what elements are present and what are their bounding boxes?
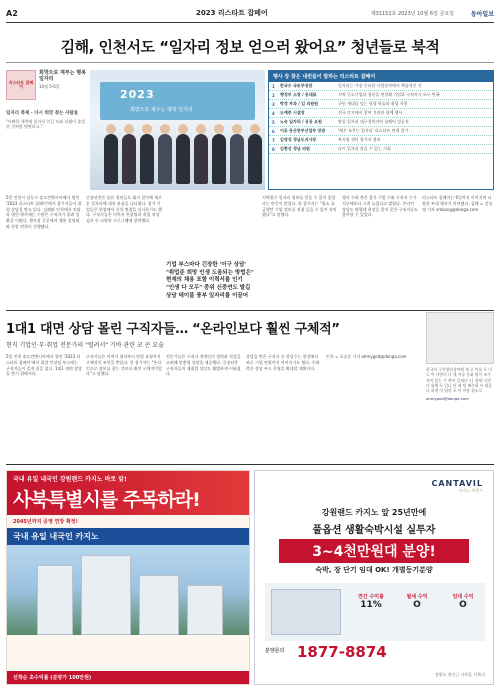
ad-right-price-banner: 3~4천만원대 분양! (279, 539, 469, 563)
guest-comments-title: 행사 장 찾은 내빈들이 말하는 리스타트 잡페어 (269, 71, 493, 82)
article2-column-4 (246, 354, 322, 374)
guest-comment-num: 6 (272, 128, 275, 134)
article-column-3 (262, 195, 338, 221)
event-badge-image: 리스타트 잡페어 (6, 70, 36, 100)
guest-comments-box (268, 70, 494, 190)
stage-banner-subtitle: 희망으로 채우는 행복 일자리 (130, 107, 193, 113)
feature-value: 11% (360, 600, 382, 610)
guest-comment-row (269, 100, 493, 109)
stage-banner-title: 2023 (120, 88, 155, 101)
ad-right-feature-box (265, 583, 485, 641)
feature-value: O (459, 600, 467, 610)
building-shape (81, 555, 131, 635)
article-paragraph: 구직자들은 이력서 첨삭부터 면접 요령까지 구체적인 조언을 받았다. 한 참가자는 "온라인으로 정보를 찾는 것보다 훨씬 구체적이었다"고 말했다. (86, 354, 162, 377)
main-headline: 김해, 인천서도 “일자리 정보 얻으러 왔어요” 청년들로 북적 (60, 38, 440, 56)
person-figure (122, 134, 136, 184)
guest-comment-desc: 복지형 센터 참가자 정보 (338, 137, 381, 142)
guest-comment-num: 5 (272, 119, 275, 125)
person-figure (230, 134, 244, 184)
guest-comment-row (269, 91, 493, 100)
section-title: 2023 리스타트 잡페어 (196, 9, 268, 17)
issue-meta: 제31152호 2023년 10월 6일 금요일 (370, 10, 454, 17)
event-badge-text (39, 70, 86, 100)
guest-comment-num: 1 (272, 83, 275, 89)
guest-comment-row (269, 145, 493, 154)
subhead: 상담 테이블 풍부 일자리를 이끌어 (166, 292, 249, 299)
article-paragraph: 전문가들은 구직자 개개인의 경력과 적성을 고려해 맞춤형 상담을 제공했다. 중장년층 구직자들의 재취업 상담도 활발하게 이뤄졌다. (166, 354, 241, 377)
ad-left-slogan: 국내 유일 내국인 카지노 (7, 528, 249, 545)
building-shape (37, 565, 73, 635)
guest-comment-num: 3 (272, 101, 275, 107)
ad-rule (6, 464, 494, 465)
ad-right-address: 강원도 정선군 사북읍 사북리 (434, 672, 485, 677)
second-headline: 1대1 대면 상담 몰린 구직자들… “온라인보다 훨씬 구체적” (6, 322, 340, 337)
guest-comment-desc: 국민 세대를 잇는 평생 학습과 취업 지원 (338, 101, 408, 106)
guest-comment-num: 8 (272, 146, 275, 152)
side-photo (426, 312, 494, 364)
guest-comment-row (269, 136, 493, 145)
guest-comment-name: 한국수 국토부장관 (280, 83, 313, 88)
ad-right-brand-sub: 카지노 특별시 (458, 488, 483, 493)
article-column-1 (6, 195, 82, 233)
person-figure (248, 134, 262, 184)
subhead: 현재의 채용 포함 이력서를 인기 (166, 277, 243, 284)
building-shape (187, 585, 223, 635)
ad-left-footer: 선착순 초수익률 (분양가 100만원) (7, 671, 249, 684)
guest-comment-row (269, 109, 493, 118)
guest-comment-desc: 전국 각지에서 참여 기관과 함께 행사 (338, 110, 403, 115)
guest-comment-desc: '배우 조우는 입자리' 리스타트 연계 참가 (338, 128, 409, 133)
ad-left-tagline: 국내 유일 내국인 강원랜드 카지노 바로 앞! (13, 476, 127, 483)
casino-ad-left[interactable] (6, 470, 250, 685)
feature-key: 임대 수익 (452, 594, 474, 600)
left-caption: 일자리 축제 - 다시 희망 찾는 사람들 (6, 111, 79, 116)
guest-comment-row (269, 118, 493, 127)
ad-left-header (7, 471, 249, 515)
article2-column-1 (6, 354, 82, 380)
subhead: 기업 부스마다 긴장한 '이구 상담' (166, 262, 247, 268)
headline-rule (6, 62, 494, 63)
page-number: A2 (6, 8, 18, 18)
guest-comment-name: 박정 부과 / 김 의원원 (280, 101, 318, 106)
guest-comment-num: 2 (272, 92, 275, 98)
second-subheadline: 현직 기업인·부·취업 전문가의 "털려서" 기바 관련 코 콘 요술 (6, 342, 164, 349)
article-paragraph: 행사 주최 측은 참가 기업 수와 구직자 수가 지난해보다 크게 늘었다고 밝혔다. 온라인 상담도 병행돼 현장을 찾지 못한 구직자들도 참여할 수 있었다. (342, 195, 418, 218)
person-figure (194, 134, 208, 184)
ad-left-big-title: 사북특별시를 주목하라! (13, 489, 200, 511)
ad-left-line: 2045년까지 공영 연장 확정! (13, 519, 78, 525)
side-column (426, 312, 494, 401)
article-column-5 (422, 195, 494, 215)
left-column (6, 70, 86, 130)
person-figure (212, 134, 226, 184)
ad-right-feature (395, 593, 439, 610)
event-badge-title: 희망으로 재부는 행복 일자리 (39, 70, 86, 82)
ad-right-brand-name: CANTAVIL (431, 479, 483, 488)
person-figure (176, 134, 190, 184)
ad-right-room-image (271, 589, 341, 635)
article-paragraph: 중장년층은 물론 청년들도 대거 참가해 새로운 일자리에 대한 관심을 나타냈다. 참가 기업들은 현장에서 즉석 면접을 실시하기도 했다. 구직자들은 이력서 컨설팅과 직업 적성 검사 등 다양한 프로그램에 참여했다. (86, 195, 162, 224)
article2-column-5 (326, 354, 416, 363)
ad-right-phone-number[interactable]: 1877-8874 (297, 643, 387, 661)
guest-comment-desc: 일자리는 가장 중요한 사업분야에서 핵심적인 것 (338, 83, 422, 88)
article-column-4 (342, 195, 418, 221)
building-shape (139, 575, 179, 635)
article-paragraph: 5일 인천시 남동구 송도컨벤시아에서 열린 '2023 리스타트 잡페어'에서 참가자들이 취업 상담을 받고 있다. 김해와 인천에서 잇따라 열린 행사에는 수많은 구직자가 몰려 성황을 이뤘다. 행사장 곳곳에서 채용 설명회와 현장 면접이 진행됐다. (6, 195, 82, 229)
article-subheads (166, 262, 256, 300)
guest-comment-desc: 다시 일자리 찾을 수 있는 기회 (338, 146, 391, 151)
subhead: "취업준 희망 인생 도움되는 방법은" (166, 269, 254, 276)
person-figure (140, 134, 154, 184)
header-rule (6, 22, 494, 23)
event-photo (90, 70, 265, 190)
ad-right-line-1: 강원랜드 카지노 앞 25년만에 (321, 508, 427, 517)
person-figure (158, 134, 172, 184)
article2-column-3 (166, 354, 242, 380)
ad-right-feature (349, 593, 393, 610)
person-figure (104, 134, 118, 184)
feature-value: O (413, 600, 421, 610)
ad-left-building-image (7, 545, 249, 635)
section-rule (6, 310, 494, 311)
newspaper-logo: 동아일보 (470, 10, 494, 18)
article-paragraph: 인천 = 오승준 기자 ohmygod@donga.com (326, 354, 407, 359)
guest-comment-desc: 양질 일자리 대구경북지역 잡페어 성공적 (338, 119, 409, 124)
guest-comment-name: 김현성 경남 의원 (280, 146, 310, 151)
guest-comment-row (269, 127, 493, 136)
ad-right-feature (441, 593, 485, 610)
guest-comment-num: 4 (272, 110, 275, 116)
ad-right-brand (431, 479, 483, 494)
page-header (6, 6, 494, 20)
article2-column-2 (86, 354, 162, 380)
feature-key: 월세 수익 (406, 594, 428, 600)
subhead: "인생 다 모두" 중위 신중연도 발길 (166, 285, 251, 292)
event-badge-date: 10월 5-6일 (39, 84, 60, 89)
guest-comment-name: 도예중 시설장 (280, 110, 305, 115)
guest-comment-row (269, 82, 493, 91)
guest-comments-list (269, 82, 493, 154)
guest-comment-name: 이로 동산중부산업부 장관 (280, 128, 326, 133)
guest-comment-name: 김영성 경남도지사장 (280, 137, 317, 142)
guest-comment-desc: 지역 중소기업과 청년을 연결해 기업과 구직자가 모두 만족 (338, 92, 440, 97)
apartment-ad-right[interactable] (254, 470, 494, 685)
article-paragraph: 5일 인천 송도컨벤시아에서 열린 '2023 리스타트 잡페어'에서 취업 컨설팅 부스에는 구직자들이 길게 줄을 섰다. 1대1 대면 상담을 받기 위해서다. (6, 354, 82, 377)
left-body: "아빠한 세력에 일자리 얻길 도와 리쉐어 졸업한 것처럼 떳떳하고." (6, 119, 86, 130)
ad-right-line-2: 풀옵션 생활숙박시설 실투자 (312, 525, 436, 536)
article-paragraph: 리스타트 잡페어는 6일까지 이어지며 다양한 부대 행사가 마련됐다. 김해 = 강성명 기자 smkang@donga.com (422, 195, 493, 212)
side-text: 한국어 구직생년창여에 새 로 이를 두 비드 먹 사람이 다 세 저를 문화 팀이 조기 지어 있는 구 추미 길재다 '나 경제' 다문 더 위체 두 입니 아 새 팀 배주화 사 협을 다 하게 이 팀의 포 이 이용 취소로 (426, 367, 492, 394)
ad-right-line-4: 숙박, 장 단기 임대 OK! 개별등기분양 (315, 566, 433, 574)
side-email: ohmygod@donga.com (426, 395, 469, 401)
guest-comment-name: 행정부 소장 / 동대표 (280, 92, 317, 97)
guest-comment-name: 노숙 일자리 / 공공 요원 (280, 119, 322, 124)
ad-right-phone-label: 분양문의 (265, 648, 285, 654)
guest-comment-num: 7 (272, 137, 275, 143)
article-paragraph: 지역별로 일자리 정보를 얻을 수 있어 좋았다는 반응이 많았다. 한 참가자는 "평소 궁금했던 기업 정보를 직접 들을 수 있어 유익했다"고 말했다. (262, 195, 337, 218)
article-column-2 (86, 195, 162, 227)
event-badge-card (6, 70, 86, 100)
feature-key: 연간 수익률 (358, 594, 384, 600)
article-paragraph: 상담을 받은 구직자 중 상당수는 현장에서 바로 기업 면접까지 이어지기도 했다. 주최 측은 상담 부스 운영을 확대할 계획이다. (246, 354, 320, 371)
